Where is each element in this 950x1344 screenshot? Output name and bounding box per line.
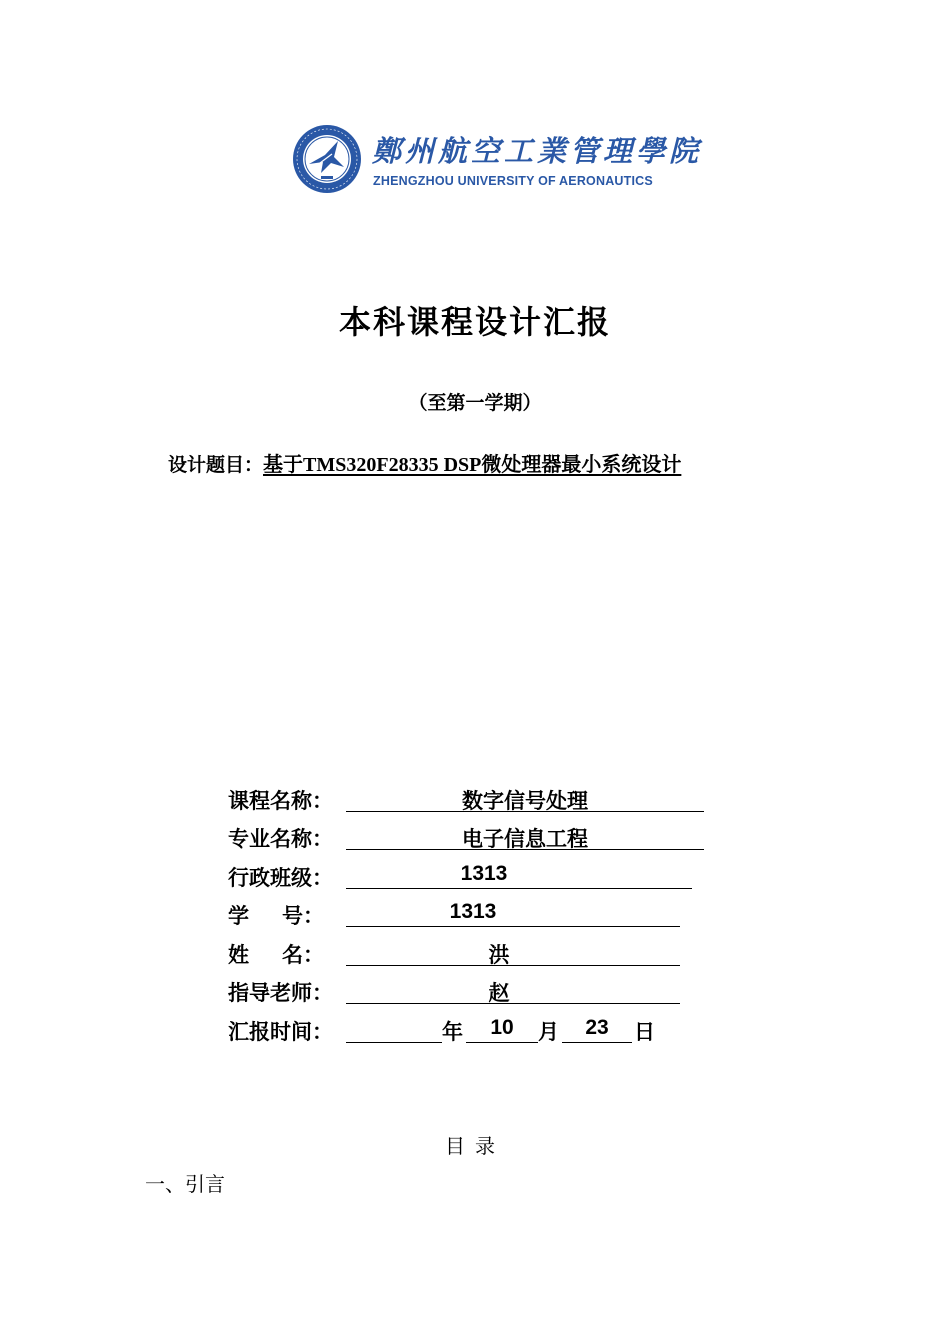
student-id-label-b: 号： — [282, 904, 324, 928]
date-year-unit: 年 — [442, 1020, 463, 1044]
report-date-label: 汇报时间： — [228, 1020, 333, 1044]
university-emblem-icon — [292, 124, 362, 194]
university-logo — [292, 124, 703, 194]
date-month-field: 10 — [466, 1016, 538, 1043]
topic-label: 设计题目： — [168, 454, 264, 476]
toc-item[interactable]: 一、引言 — [145, 1172, 225, 1196]
university-name-cn: 鄭州航空工業管理學院 — [372, 134, 703, 168]
advisor-field — [346, 977, 680, 1004]
course-name-value: 数字信号处理 — [462, 789, 588, 813]
student-name-label — [228, 939, 346, 969]
student-id-field — [346, 900, 680, 927]
date-day-unit: 日 — [634, 1020, 655, 1044]
term-label: （至第一学期） — [408, 392, 542, 414]
date-year-field — [346, 1016, 442, 1043]
design-topic — [168, 448, 681, 477]
student-id-label-a: 学 — [228, 904, 249, 928]
student-id-label — [228, 900, 346, 930]
major-name-label: 专业名称： — [228, 827, 333, 851]
report-title: 本科课程设计汇报 — [338, 303, 611, 341]
student-name-label-a: 姓 — [228, 943, 249, 967]
student-id-value: 1313 — [449, 900, 497, 923]
class-value: 1313 — [460, 862, 508, 885]
class-field — [346, 862, 692, 889]
student-name-label-b: 名： — [282, 943, 324, 967]
major-name-value: 电子信息工程 — [462, 827, 588, 851]
course-name-field — [346, 785, 704, 812]
advisor-label: 指导老师： — [228, 981, 333, 1005]
course-name-label: 课程名称： — [228, 789, 333, 813]
toc-title: 目录 — [445, 1134, 505, 1158]
major-name-field — [346, 823, 704, 850]
topic-value: 基于TMS320F28335 DSP微处理器最小系统设计 — [263, 454, 682, 476]
date-month-unit: 月 — [538, 1020, 559, 1044]
university-name-en: ZHENGZHOU UNIVERSITY OF AERONAUTICS — [373, 174, 653, 188]
date-day-field: 23 — [562, 1016, 632, 1043]
advisor-value: 赵 — [488, 981, 510, 1005]
class-label: 行政班级： — [228, 866, 333, 890]
student-name-value: 洪 — [488, 943, 510, 967]
student-name-field — [346, 939, 680, 966]
